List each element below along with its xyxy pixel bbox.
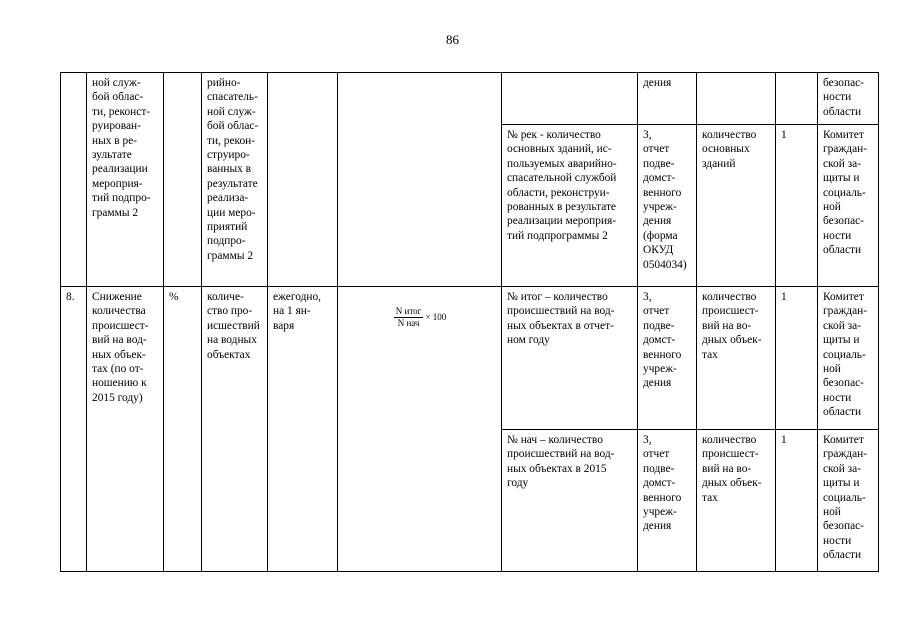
periodicity-cell: ежегодно, на 1 ян- варя (268, 287, 338, 572)
population-cell (697, 73, 776, 125)
formula-cell (338, 287, 502, 572)
periodicity-cell (268, 73, 338, 287)
responsible-cell: Комитет граждан- ской за- щиты и социаль- ной безопас- ности области (818, 125, 879, 287)
formula-numerator: N итог (395, 306, 422, 317)
code-cell: 1 (776, 287, 818, 430)
population-cell: количество происшест- вий на во- дных объек- тах (697, 430, 776, 572)
collection-method-cell: дения (638, 73, 697, 125)
basic-indicator-cell: № рек - количество основных зданий, ис- пользуемых аварийно- спасательной службой области, реконструи- рованных в результате реализации мероприя- тий подпрограммы 2 (502, 125, 638, 287)
population-cell: количество основных зданий (697, 125, 776, 287)
unit-cell: % (164, 287, 202, 572)
formula-cell (338, 73, 502, 287)
row-number-cell: 8. (61, 287, 87, 572)
row-number-cell (61, 73, 87, 287)
responsible-cell: Комитет граждан- ской за- щиты и социаль- ной безопас- ности области (818, 287, 879, 430)
responsible-cell: безопас- ности области (818, 73, 879, 125)
basic-indicator-cell: № нач – количество происшествий на вод- ных объектах в 2015 году (502, 430, 638, 572)
table-row (61, 287, 879, 430)
code-cell (776, 73, 818, 125)
basic-indicator-cell (502, 73, 638, 125)
code-cell: 1 (776, 430, 818, 572)
collection-method-cell: 3, отчет подве- домст- венного учреж- дения (638, 287, 697, 430)
basic-indicator-cell: № итог – количество происшествий на вод- ных объектах в отчет- ном году (502, 287, 638, 430)
formula-denominator: N нач (397, 318, 420, 329)
collection-method-cell: 3, отчет подве- домст- венного учреж- дения (638, 430, 697, 572)
formula (394, 306, 446, 329)
code-cell: 1 (776, 125, 818, 287)
indicators-table (60, 72, 879, 572)
unit-cell (164, 73, 202, 287)
responsible-cell: Комитет граждан- ской за- щиты и социаль- ной безопас- ности области (818, 430, 879, 572)
indicator-name-cell: Снижение количества происшест- вий на вод- ных объек- тах (по от- ношению к 2015 году) (87, 287, 164, 572)
table-row (61, 73, 879, 125)
collection-method-cell: 3, отчет подве- домст- венного учреж- дения (форма ОКУД 0504034) (638, 125, 697, 287)
indicator-name-cell: ной служ- бой облас- ти, реконст- руирован- ных в ре- зультате реализации мероприя- тий подпро- граммы 2 (87, 73, 164, 287)
definition-cell: рийно- спасатель- ной служ- бой облас- ти, рекон- струиро- ванных в результате реализа- ции меро- приятий подпро- граммы 2 (202, 73, 268, 287)
population-cell: количество происшест- вий на во- дных объек- тах (697, 287, 776, 430)
formula-multiplier: × 100 (425, 312, 447, 323)
page-number: 86 (446, 32, 459, 47)
definition-cell: количе- ство про- исшествий на водных объектах (202, 287, 268, 572)
